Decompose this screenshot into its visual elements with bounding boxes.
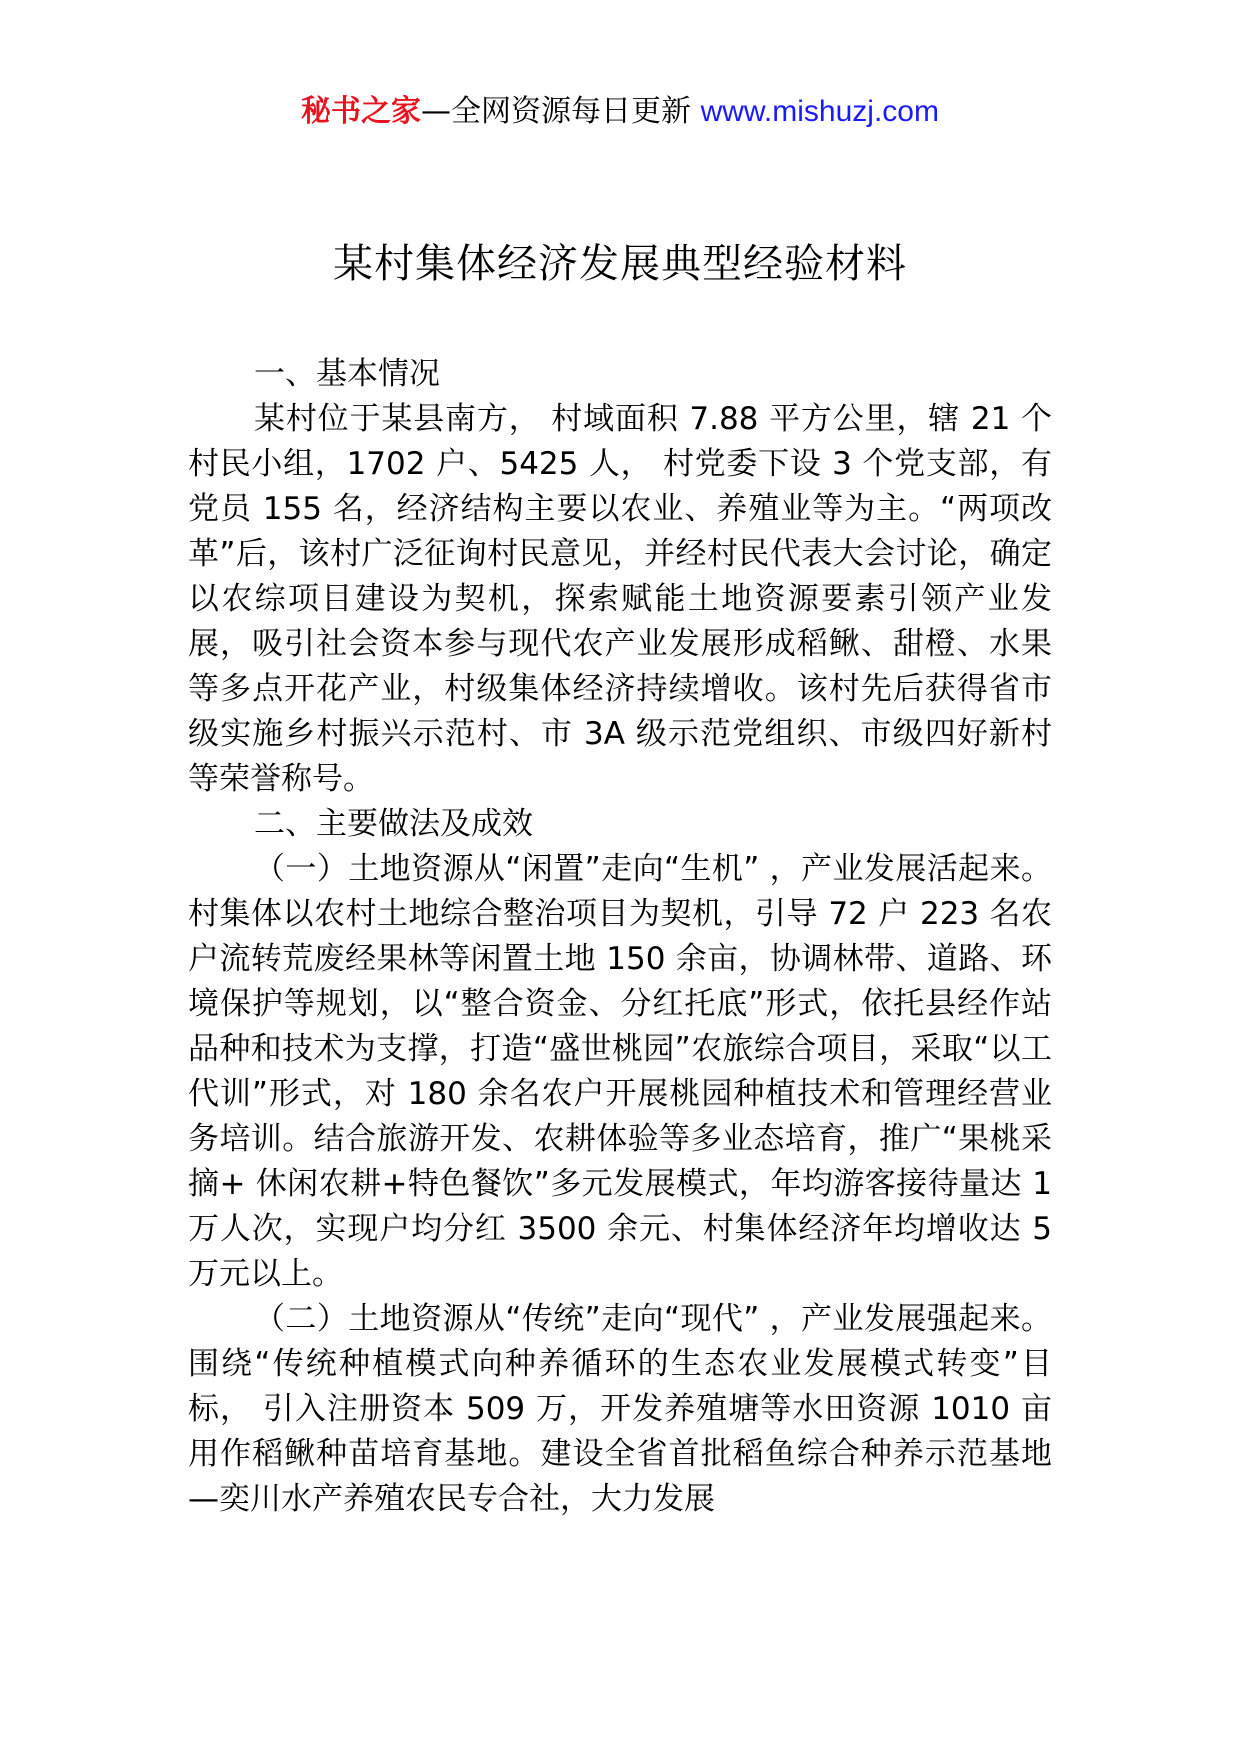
section-heading-basic-info: 一、基本情况 [254,356,440,392]
document-title: 某村集体经济发展典型经验材料 [333,241,907,287]
document-body [188,352,1052,1522]
site-header [0,92,1240,132]
section-heading-practices: 二、主要做法及成效 [254,806,533,842]
paragraph-practice-2: （二）土地资源从“传统”走向“现代” ，产业发展强起来。 围绕“传统种植模式向种养循环的生态农业发展模式转变”目标， 引入注册资本 509 万，开发养殖塘等水田资源 1010 亩用作稻鳅种苗培育基地。建设全省首批稻鱼综合种养示范基地—奕川水产养殖农民专合社，大力发展 [188,1301,1052,1517]
paragraph-practice-1: （一）土地资源从“闲置”走向“生机” ，产业发展活起来。村集体以农村土地综合整治项目为契机，引导 72 户 223 名农户流转荒废经果林等闲置土地 150 余亩，协调林带、道路、环境保护等规划，以“整合资金、分红托底”形式，依托县经作站品种和技术为支撑，打造“盛世桃园”农旅综合项目，采取“以工代训”形式，对 180 余名农户开展桃园种植技术和管理经营业务培训。结合旅游开发、农耕体验等多业态培育，推广“果桃采摘+ 休闲农耕+特色餐饮”多元发展模式，年均游客接待量达 1 万人次，实现户均分红 3500 余元、村集体经济年均增收达 5 万元以上。 [188,851,1052,1292]
site-url-link[interactable]: www.mishuzj.com [700,95,939,128]
site-brand: 秘书之家 [301,94,422,129]
paragraph-basic-info: 某村位于某县南方， 村域面积 7.88 平方公里，辖 21 个村民小组，1702 户、5425 人， 村党委下设 3 个党支部，有党员 155 名，经济结构主要以农业、养殖业等为主。“两项改革”后，该村广泛征询村民意见，并经村民代表大会讨论，确定以农综项目建设为契机，探索赋能土地资源要素引领产业发展，吸引社会资本参与现代农产业发展形成稻鳅、甜橙、水果等多点开花产业，村级集体经济持续增收。该村先后获得省市级实施乡村振兴示范村、市 3A 级示范党组织、市级四好新村等荣誉称号。 [188,401,1052,797]
site-tagline: —全网资源每日更新 [421,94,701,129]
